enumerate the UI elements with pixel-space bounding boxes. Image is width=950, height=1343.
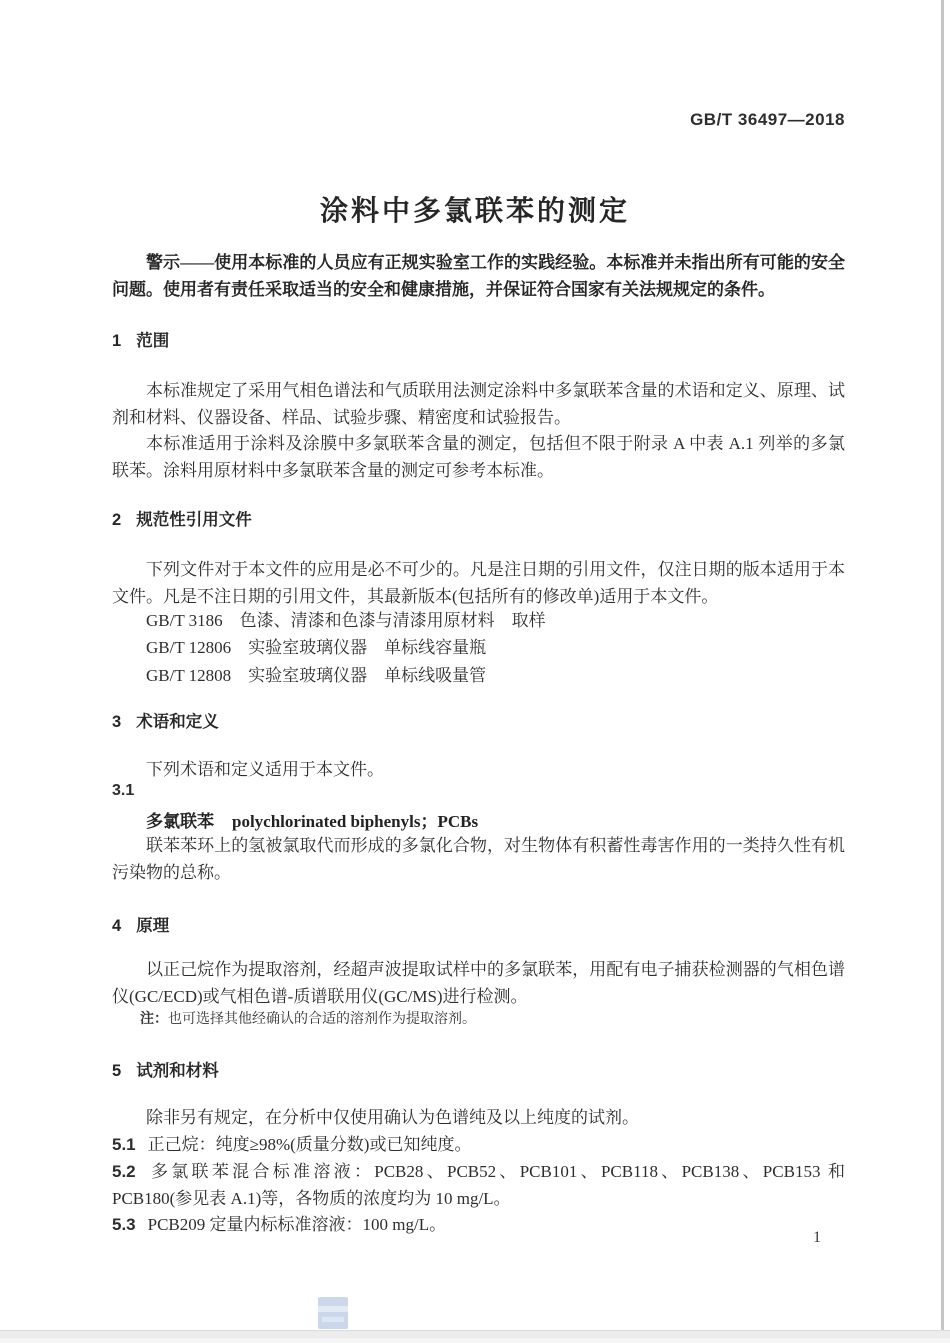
term-definition: 联苯苯环上的氢被氯取代而形成的多氯化合物，对生物体有积蓄性毒害作用的一类持久性有机污染物的总称。 <box>112 836 845 882</box>
references-list <box>112 607 845 689</box>
clause-number: 5.3 <box>112 1215 136 1234</box>
section-title: 范围 <box>136 332 170 350</box>
references-paragraph: 下列文件对于本文件的应用是必不可少的。凡是注日期的引用文件，仅注日期的版本适用于本文件。凡是不注日期的引用文件，其最新版本(包括所有的修改单)适用于本文件。 <box>112 560 845 606</box>
clause-text: PCB209 定量内标标准溶液：100 mg/L。 <box>147 1215 447 1234</box>
safety-warning: 警示——使用本标准的人员应有正规实验室工作的实践经验。本标准并未指出所有可能的安全问题。使用者有责任采取适当的安全和健康措施，并保证符合国家有关法规规定的条件。 <box>112 253 845 299</box>
section-number: 1 <box>112 332 122 350</box>
section-scope-heading <box>112 327 845 351</box>
page-number: 1 <box>813 1229 821 1246</box>
clause-5-1 <box>112 1131 845 1158</box>
standard-code: GB/T 36497—2018 <box>690 110 845 129</box>
reference-item: GB/T 12808 实验室玻璃仪器 单标线吸量管 <box>146 665 487 685</box>
section-number: 5 <box>112 1062 122 1080</box>
term-name-cn: 多氯联苯 <box>146 812 214 831</box>
note-label: 注： <box>140 1012 168 1027</box>
clause-5-2 <box>112 1158 845 1212</box>
scope-paragraph-2: 本标准适用于涂料及涂膜中多氯联苯含量的测定，包括但不限于附录 A 中表 A.1 列举的多氯联苯。涂料用原材料中多氯联苯含量的测定可参考本标准。 <box>112 434 845 480</box>
reagents-intro: 除非另有规定，在分析中仅使用确认为色谱纯及以上纯度的试剂。 <box>146 1108 639 1127</box>
terms-intro: 下列术语和定义适用于本文件。 <box>146 760 384 779</box>
watermark-detail <box>322 1317 344 1322</box>
clause-text: 正己烷：纯度≥98%(质量分数)或已知纯度。 <box>147 1135 472 1154</box>
clause-number: 5.2 <box>112 1162 136 1181</box>
section-title: 规范性引用文件 <box>136 511 252 529</box>
page-title: 涂料中多氯联苯的测定 <box>319 195 630 226</box>
section-title: 原理 <box>136 917 170 935</box>
scan-bottom-strip <box>0 1331 950 1338</box>
principle-note <box>140 1008 873 1028</box>
section-terms-heading <box>112 708 845 732</box>
clause-5-3 <box>112 1211 845 1238</box>
clause-text: 多氯联苯混合标准溶液：PCB28、PCB52、PCB101、PCB118、PCB138、PCB153 和 PCB180(参见表 A.1)等，各物质的浓度均为 10 mg/L。 <box>112 1162 845 1208</box>
term-number: 3.1 <box>112 782 135 799</box>
term-entry <box>146 807 879 832</box>
section-title: 术语和定义 <box>136 713 219 731</box>
section-references-heading <box>112 506 845 530</box>
section-principle-heading <box>112 912 845 936</box>
reference-item: GB/T 12806 实验室玻璃仪器 单标线容量瓶 <box>146 638 487 658</box>
watermark-detail <box>318 1306 348 1312</box>
section-number: 3 <box>112 713 122 731</box>
section-number: 2 <box>112 511 122 529</box>
page-edge-line <box>941 0 944 1331</box>
term-name-en: polychlorinated biphenyls；PCBs <box>232 812 479 831</box>
section-number: 4 <box>112 917 122 935</box>
principle-paragraph: 以正己烷作为提取溶剂，经超声波提取试样中的多氯联苯，用配有电子捕获检测器的气相色谱仪(GC/ECD)或气相色谱-质谱联用仪(GC/MS)进行检测。 <box>112 960 845 1006</box>
clause-number: 5.1 <box>112 1135 136 1154</box>
section-title: 试剂和材料 <box>136 1062 219 1080</box>
scan-bottom-strip-light <box>0 1338 950 1343</box>
reference-item: GB/T 3186 色漆、清漆和色漆与清漆用原材料 取样 <box>146 611 546 630</box>
watermark-logo <box>318 1297 348 1329</box>
note-text: 也可选择其他经确认的合适的溶剂作为提取溶剂。 <box>168 1012 476 1027</box>
scope-paragraph-1: 本标准规定了采用气相色谱法和气质联用法测定涂料中多氯联苯含量的术语和定义、原理、试剂和材料、仪器设备、样品、试验步骤、精密度和试验报告。 <box>112 381 845 427</box>
section-reagents-heading <box>112 1057 845 1081</box>
